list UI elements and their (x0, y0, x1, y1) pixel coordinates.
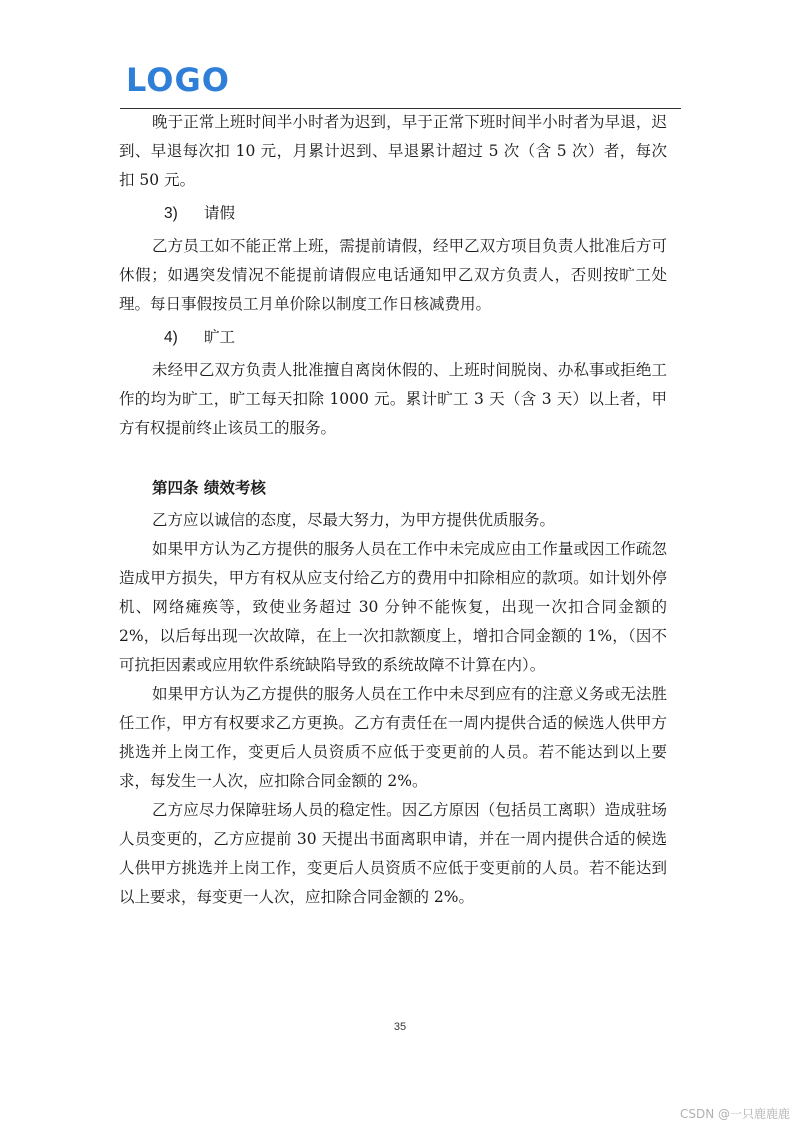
section-heading-performance: 第四条 绩效考核 (152, 478, 266, 497)
paragraph-late-early-leave: 晚于正常上班时间半小时者为迟到，早于正常下班时间半小时者为早退，迟到、早退每次扣 10 元，月累计迟到、早退累计超过 5 次（含 5 次）者，每次扣 50 元。 (119, 113, 667, 189)
list-item-label: 请假 (204, 204, 236, 222)
list-item-absence (119, 323, 667, 352)
paragraph-performance-4: 乙方应尽力保障驻场人员的稳定性。因乙方原因（包括员工离职）造成驻场人员变更的，乙方应提前 30 天提出书面离职申请，并在一周内提供合适的候选人供甲方挑选并上岗工作，变更后人员资质不应低于变更前的人员。若不能达到以上要求，每变更一人次，应扣除合同金额的 2%。 (119, 801, 667, 906)
paragraph-leave: 乙方员工如不能正常上班，需提前请假，经甲乙双方项目负责人批准后方可休假；如遇突发情况不能提前请假应电话通知甲乙双方负责人，否则按旷工处理。每日事假按员工月单价除以制度工作日核减费用。 (119, 237, 667, 313)
watermark: CSDN @一只鹿鹿鹿 (679, 1107, 790, 1121)
paragraph-performance-1: 乙方应以诚信的态度，尽最大努力，为甲方提供优质服务。 (152, 511, 556, 529)
list-item-leave (119, 199, 667, 228)
list-item-number: 4) (164, 329, 178, 346)
paragraph-performance-2: 如果甲方认为乙方提供的服务人员在工作中未完成应由工作量或因工作疏忽造成甲方损失，甲方有权从应支付给乙方的费用中扣除相应的款项。如计划外停机、网络瘫痪等，致使业务超过 30 分钟不能恢复，出现一次扣合同金额的 2%，以后每出现一次故障，在上一次扣款额度上，增扣合同金额的 1%，（因不可抗拒因素或应用软件系统缺陷导致的系统故障不计算在内）。 (119, 540, 667, 674)
list-item-label: 旷工 (204, 328, 236, 346)
logo: LOGO (126, 61, 230, 99)
list-item-number: 3) (164, 205, 178, 222)
page-number: 35 (393, 1021, 407, 1033)
paragraph-absence: 未经甲乙双方负责人批准擅自离岗休假的、上班时间脱岗、办私事或拒绝工作的均为旷工，旷工每天扣除 1000 元。累计旷工 3 天（含 3 天）以上者，甲方有权提前终止该员工的服务。 (119, 361, 667, 437)
document-body (119, 108, 667, 912)
paragraph-performance-3: 如果甲方认为乙方提供的服务人员在工作中未尽到应有的注意义务或无法胜任工作，甲方有权要求乙方更换。乙方有责任在一周内提供合适的候选人供甲方挑选并上岗工作，变更后人员资质不应低于变更前的人员。若不能达到以上要求，每发生一人次，应扣除合同金额的 2%。 (119, 685, 667, 790)
